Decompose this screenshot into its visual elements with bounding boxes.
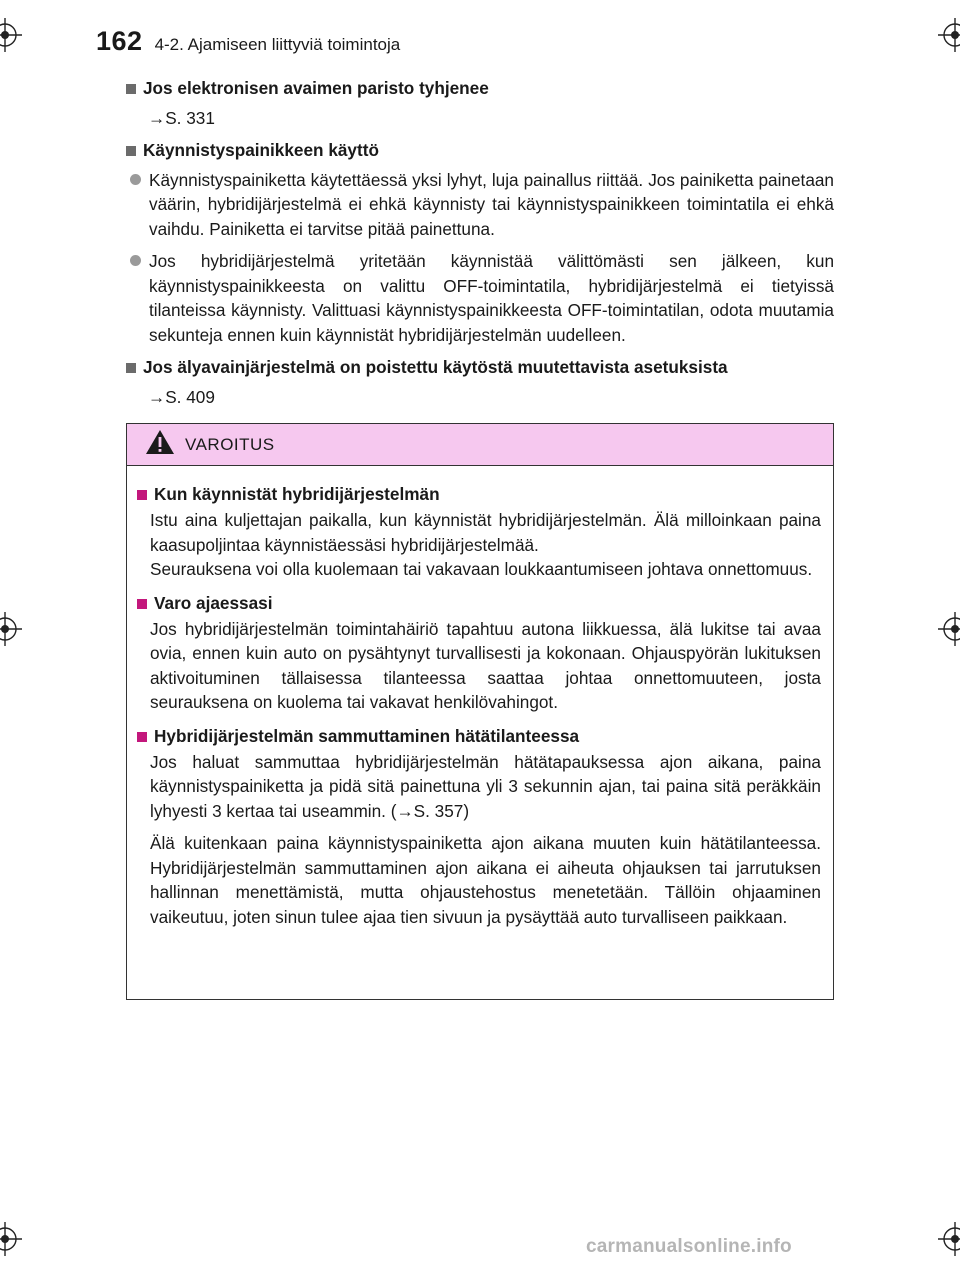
square-bullet-icon	[137, 599, 147, 609]
warning-heading: Hybridijärjestelmän sammuttaminen hätätilanteessa	[137, 724, 821, 748]
registration-mark-icon	[938, 18, 960, 52]
warning-paragraph: Älä kuitenkaan paina käynnistyspainiketta ajon aikana muuten kuin hätätilanteessa. Hybridijärjestelmän sammuttaminen ajon aikana ei aiheuta ohjauksen tai jarrutuksen hallinnan menettämistä, mutta ohjaustehostus menetetään. Tällöin ohjaaminen vaikeutuu, joten sinun tulee ajaa tien sivuun ja pysäyttää auto turvalliseen paikkaan.	[150, 833, 821, 927]
watermark: carmanualsonline.info	[586, 1236, 792, 1257]
warning-heading: Kun käynnistät hybridijärjestelmän	[137, 482, 821, 506]
warning-paragraph: Jos haluat sammuttaa hybridijärjestelmän hätätapauksessa ajon aikana, paina käynnistyspainiketta ja pidä sitä painettuna yli 3 sekunnin ajan, tai paina sitä peräkkäin lyhyesti 3 kertaa tai useammin. (→S. 357)	[150, 752, 821, 821]
registration-mark-icon	[0, 612, 22, 646]
square-bullet-icon	[126, 363, 136, 373]
square-bullet-icon	[137, 490, 147, 500]
registration-mark-icon	[0, 1222, 22, 1256]
warning-heading: Varo ajaessasi	[137, 591, 821, 615]
registration-mark-icon	[0, 18, 22, 52]
registration-mark-icon	[938, 612, 960, 646]
page-header	[96, 26, 400, 57]
warning-triangle-icon	[145, 429, 175, 460]
page-reference: →S. 331	[148, 107, 215, 128]
warning-title: VAROITUS	[185, 434, 275, 454]
page-reference: →S. 409	[148, 386, 215, 407]
section-heading: Jos älyavainjärjestelmä on poistettu käytöstä muutettavista asetuksista	[126, 355, 834, 380]
square-bullet-icon	[126, 146, 136, 156]
section-heading: Jos elektronisen avaimen paristo tyhjenee	[126, 76, 834, 101]
list-item: Käynnistyspainiketta käytettäessä yksi lyhyt, luja painallus riittää. Jos painiketta painetaan väärin, hybridijärjestelmä ei ehkä käynnisty tai käynnistyspainikkeen toimintatila ei ehkä vaihdu. Painiketta ei tarvitse pitää painettuna.	[126, 168, 834, 242]
round-bullet-icon	[130, 255, 141, 266]
main-content	[126, 76, 834, 417]
section-title: 4-2. Ajamiseen liittyviä toimintoja	[154, 35, 401, 54]
page-number: 162	[96, 26, 143, 56]
warning-paragraph: Jos hybridijärjestelmän toimintahäiriö tapahtuu autona liikkuessa, älä lukitse tai avaa ovia, ennen kuin auto on pysähtynyt turvallisesti ja kokonaan. Ohjauspyörän lukituksen aktivoituminen tällaisessa tilanteessa saattaa johtaa onnettomuuteen, josta seurauksena on kuolema tai vakavat henkilövahingot.	[150, 619, 821, 713]
warning-body	[127, 466, 833, 929]
warning-header	[127, 424, 833, 466]
square-bullet-icon	[137, 732, 147, 742]
warning-paragraph: Istu aina kuljettajan paikalla, kun käynnistät hybridijärjestelmän. Älä milloinkaan paina kaasupoljintaa käynnistäessäsi hybridijärjestelmää. Seurauksena voi olla kuolemaan tai vakavaan loukkaantumiseen johtava onnettomuus.	[150, 510, 821, 580]
warning-box	[126, 423, 834, 1000]
round-bullet-icon	[130, 174, 141, 185]
square-bullet-icon	[126, 84, 136, 94]
list-item: Jos hybridijärjestelmä yritetään käynnistää välittömästi sen jälkeen, kun käynnistyspainikkeesta on valittu OFF-toimintatila, hybridijärjestelmä ei tietyissä tilanteissa käynnisty. Valittuasi käynnistyspainikkeesta OFF-toimintatilan, odota muutamia sekunteja ennen kuin käynnistät hybridijärjestelmän uudelleen.	[126, 249, 834, 347]
section-heading: Käynnistyspainikkeen käyttö	[126, 138, 834, 163]
registration-mark-icon	[938, 1222, 960, 1256]
